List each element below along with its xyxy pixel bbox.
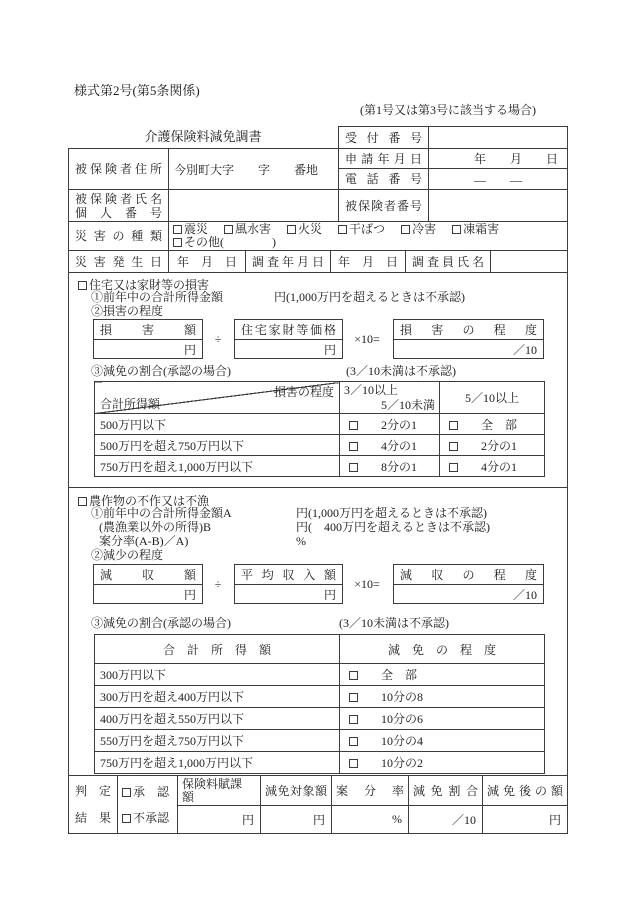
option-label: 冷害 <box>412 222 437 236</box>
option-label: 火災 <box>298 222 323 236</box>
option-label: 震災 <box>184 222 209 236</box>
reduction-ratio-header <box>409 776 482 806</box>
housing-value-label: 住宅家財等価格 <box>241 322 336 337</box>
ratio-label: 全 部 <box>381 668 418 682</box>
title-row <box>68 126 568 148</box>
checkbox-icon <box>452 225 461 234</box>
checkbox-icon <box>449 421 458 430</box>
housing-ratio-table <box>94 381 545 477</box>
ratio-option[interactable] <box>440 456 545 477</box>
disaster-date-field[interactable] <box>169 251 246 272</box>
ratio-label: 10分の4 <box>381 734 424 748</box>
decrease-degree-box-label: 減収の程度 <box>400 567 537 582</box>
insured-number-field[interactable] <box>429 190 567 221</box>
reduction-ratio-label: 減免割合 <box>413 783 478 798</box>
amount-after-field[interactable] <box>483 806 567 833</box>
proration-unit: % <box>296 534 306 548</box>
premium-levy-header <box>178 776 260 806</box>
checkbox-icon <box>349 737 358 746</box>
crops-ratio-note: (3／10未満は不承認) <box>339 616 449 630</box>
phone-number-label-cell <box>339 169 429 189</box>
crop-failure-section <box>69 488 567 776</box>
surveyor-field[interactable] <box>491 251 567 272</box>
receipt-number-cell <box>338 126 568 148</box>
damage-degree-box <box>393 319 544 359</box>
damage-amount-header <box>94 320 202 340</box>
crops-section-label: 農作物の不作又は不漁 <box>89 494 210 508</box>
phone-number-label: 電話番号 <box>345 172 422 186</box>
checkbox-frost[interactable] <box>452 222 499 236</box>
yen-unit: 円 <box>312 813 325 827</box>
checkbox-earthquake[interactable] <box>173 222 208 236</box>
decrease-amount-header <box>94 565 202 585</box>
ratio-label: 全 部 <box>481 417 518 432</box>
col-5-10-header: 5／10以上 <box>440 382 545 414</box>
checkbox-icon <box>449 463 458 472</box>
checkbox-icon <box>224 225 233 234</box>
insured-number-label: 被保険者番号 <box>345 198 422 213</box>
checkbox-drought[interactable] <box>338 222 385 236</box>
disaster-type-options <box>169 222 567 250</box>
form-body <box>68 148 568 834</box>
reduction-ratio-field[interactable] <box>409 806 482 833</box>
ratio-label: 10分の8 <box>381 690 424 704</box>
housing-value-header <box>235 320 342 340</box>
checkbox-other[interactable] <box>173 235 276 249</box>
survey-date-label-cell <box>246 251 331 272</box>
survey-date-placeholder: 年 月 日 <box>337 255 398 269</box>
survey-date-field[interactable] <box>331 251 406 272</box>
insured-name-label-cell <box>69 190 169 221</box>
disaster-type-row <box>69 222 567 251</box>
judgement-label-cell <box>69 776 118 833</box>
damage-degree-label: 損害の程度 <box>400 322 537 337</box>
approve-label: 承 認 <box>133 784 170 799</box>
checkbox-icon <box>122 788 131 797</box>
range-line1: 3／10以上 <box>344 382 399 397</box>
housing-damage-degree-label: ②損害の程度 <box>91 304 164 318</box>
table-header-row <box>95 635 545 664</box>
table-row <box>95 456 545 477</box>
ratio-label: 4分の1 <box>481 459 518 474</box>
premium-levy-label: 保険料賦課額 <box>182 776 243 804</box>
receipt-number-field[interactable] <box>429 127 567 148</box>
insured-address-value: 今別町大字 字 番地 <box>174 162 319 177</box>
survey-date-label: 調査年月日 <box>252 254 324 269</box>
table-row <box>95 664 545 686</box>
proration-rate-label: 案分率 <box>336 783 404 798</box>
table-row <box>95 414 545 435</box>
ratio-label: 10分の6 <box>381 712 424 726</box>
damage-degree-field[interactable] <box>394 340 543 358</box>
average-income-header <box>235 565 342 585</box>
table-row <box>95 708 545 730</box>
receipt-number-label-cell <box>339 127 429 148</box>
ratio-label: 2分の1 <box>381 417 418 432</box>
checkbox-icon <box>349 759 358 768</box>
reduction-target-col <box>261 776 332 833</box>
phone-number-row <box>339 169 567 189</box>
housing-income-label: ①前年中の合計所得金額 <box>91 290 224 304</box>
decrease-degree-header <box>394 565 543 585</box>
yen-unit: 円 <box>548 813 561 827</box>
housing-value-field[interactable] <box>235 340 342 358</box>
table-row <box>95 730 545 752</box>
reduction-ratio-col <box>409 776 483 833</box>
times-ten-sign: ×10= <box>354 577 380 591</box>
decrease-amount-field[interactable] <box>94 585 202 603</box>
decrease-degree-label: ②減少の程度 <box>91 548 164 562</box>
checkbox-icon <box>349 693 358 702</box>
income-bracket: 500万円以下 <box>95 414 340 435</box>
ratio-label: 2分の1 <box>481 438 518 453</box>
table-row <box>95 752 545 774</box>
yen-unit: 円 <box>183 342 196 357</box>
ratio-option[interactable] <box>340 414 440 435</box>
yen-unit: 円 <box>323 587 336 602</box>
application-date-label: 申請年月日 <box>345 151 422 166</box>
housing-ratio-label: ③減免の割合(承認の場合) <box>91 364 231 378</box>
checkbox-icon <box>173 225 182 234</box>
range-line2: 5／10未満 <box>380 397 435 412</box>
reduction-target-header <box>261 776 331 806</box>
diag-bottom-label: 合計所得額 <box>100 397 161 411</box>
damage-amount-label: 損害額 <box>100 322 196 337</box>
damage-degree-header <box>394 320 543 340</box>
income-bracket: 400万円を超え550万円以下 <box>95 708 340 730</box>
table-row <box>95 686 545 708</box>
table-row <box>95 435 545 456</box>
income-bracket: 300万円を超え400万円以下 <box>95 686 340 708</box>
housing-ratio-note: (3／10未満は不承認) <box>346 364 456 378</box>
decrease-amount-box <box>93 564 203 604</box>
ratio-option[interactable] <box>440 435 545 456</box>
checkbox-icon <box>349 463 358 472</box>
option-label: 風水害 <box>235 222 272 236</box>
per-ten-unit: ／10 <box>451 813 476 827</box>
average-income-box <box>234 564 343 604</box>
checkbox-reject[interactable] <box>122 809 173 826</box>
housing-income-suffix: 円(1,000万円を超えるときは不承認) <box>274 290 465 304</box>
insured-number-label-cell <box>339 190 429 221</box>
times-ten-sign: ×10= <box>354 332 380 346</box>
option-label: 凍霜害 <box>463 222 500 236</box>
insured-address-label-cell <box>69 149 169 189</box>
applicability-note: (第1号又は第3号に該当する場合) <box>360 103 536 117</box>
insured-address-field[interactable] <box>169 149 339 189</box>
disaster-type-label-cell <box>69 222 169 250</box>
disaster-date-label: 災害発生日 <box>75 254 162 269</box>
name-row <box>69 190 567 222</box>
phone-number-placeholder: ― ― <box>473 172 522 187</box>
checkbox-housing-damage[interactable] <box>78 281 87 290</box>
ratio-option[interactable] <box>340 708 545 730</box>
address-row <box>69 149 567 190</box>
yen-unit: 円 <box>183 587 196 602</box>
proration-formula-label: 案分率(A-B)／A) <box>99 534 189 548</box>
proration-rate-col <box>332 776 409 833</box>
percent-unit: % <box>392 812 402 826</box>
insured-address-label: 被保険者住所 <box>75 162 162 176</box>
surveyor-label: 調査員氏名 <box>412 254 484 269</box>
checkbox-icon <box>449 442 458 451</box>
checkbox-crop-failure[interactable] <box>78 497 87 506</box>
application-date-label-cell <box>339 149 429 168</box>
checkbox-icon <box>349 671 358 680</box>
phone-number-field[interactable] <box>429 169 567 189</box>
surveyor-label-cell <box>406 251 491 272</box>
ratio-option[interactable] <box>340 664 545 686</box>
premium-levy-field[interactable] <box>178 806 260 833</box>
right-subtable <box>339 149 567 189</box>
insured-name-label: 被保険者氏名 <box>75 191 162 206</box>
amount-after-label: 減免後の額 <box>487 783 563 798</box>
checkbox-icon <box>338 225 347 234</box>
checkbox-icon <box>349 715 358 724</box>
reduction-target-label: 減免対象額 <box>265 783 327 798</box>
crops-ratio-label: ③減免の割合(承認の場合) <box>91 616 231 630</box>
application-date-field[interactable] <box>429 149 567 168</box>
checkbox-icon <box>173 238 182 247</box>
proration-rate-header <box>332 776 408 806</box>
ratio-option[interactable] <box>340 435 440 456</box>
crops-income-b-label: (農漁業以外の所得)B <box>99 520 211 534</box>
option-label: 干ばつ <box>349 222 386 236</box>
option-label: その他( ) <box>184 235 276 249</box>
disaster-options-line2 <box>173 236 563 249</box>
checkbox-icon <box>122 814 131 823</box>
form-title: 介護保険料減免調書 <box>144 129 262 144</box>
divide-sign: ÷ <box>214 577 222 591</box>
judgement-label-line1: 判定 <box>75 784 111 799</box>
damage-amount-box <box>93 319 203 359</box>
decrease-degree-field[interactable] <box>394 585 543 603</box>
housing-value-box <box>234 319 343 359</box>
decrease-amount-label: 減収額 <box>100 567 196 582</box>
diag-top-label: 損害の程度 <box>273 385 334 399</box>
divide-sign: ÷ <box>214 332 222 346</box>
ratio-option[interactable] <box>340 456 440 477</box>
judgement-options-cell <box>118 776 178 833</box>
income-bracket: 750万円を超え1,000万円以下 <box>95 752 340 774</box>
income-bracket: 750万円を超え1,000万円以下 <box>95 456 340 477</box>
checkbox-icon <box>401 225 410 234</box>
crops-income-a-suffix: 円(1,000万円を超えるときは不承認) <box>296 506 487 520</box>
income-bracket: 500万円を超え750万円以下 <box>95 435 340 456</box>
ratio-label: 8分の1 <box>381 459 418 474</box>
average-income-label: 平均収入額 <box>241 567 336 582</box>
judgement-row <box>69 776 567 833</box>
checkbox-icon <box>349 421 358 430</box>
crops-income-a-label: ①前年中の合計所得金額A <box>91 506 232 520</box>
yen-unit: 円 <box>323 342 336 357</box>
checkbox-flood[interactable] <box>224 222 271 236</box>
yen-unit: 円 <box>241 813 254 827</box>
ratio-option[interactable] <box>340 686 545 708</box>
reject-label: 不承認 <box>133 811 170 826</box>
decrease-degree-box <box>393 564 544 604</box>
ratio-option[interactable] <box>340 730 545 752</box>
disaster-date-placeholder: 年 月 日 <box>176 255 237 269</box>
checkbox-cold[interactable] <box>401 222 436 236</box>
proration-rate-field[interactable] <box>332 806 408 833</box>
diagonal-header-cell <box>95 382 340 414</box>
disaster-type-label: 災害の種類 <box>75 229 162 243</box>
application-date-row <box>339 149 567 169</box>
receipt-number-label: 受付番号 <box>345 130 422 145</box>
form-number: 様式第2号(第5条関係) <box>74 83 200 98</box>
per-ten-unit: ／10 <box>512 342 537 357</box>
housing-section-label: 住宅又は家財等の損害 <box>89 278 210 292</box>
amount-after-header <box>483 776 567 806</box>
col-3-10-header <box>340 382 440 414</box>
average-income-field[interactable] <box>235 585 342 603</box>
damage-amount-field[interactable] <box>94 340 202 358</box>
checkbox-icon <box>349 442 358 451</box>
crops-ratio-table <box>94 634 545 774</box>
income-bracket: 550万円を超え750万円以下 <box>95 730 340 752</box>
main-form-table <box>68 126 568 834</box>
checkbox-approve[interactable] <box>122 783 173 800</box>
reduction-degree-header: 減 免 の 程 度 <box>340 635 545 664</box>
application-date-placeholder: 年 月 日 <box>473 152 558 166</box>
checkbox-fire[interactable] <box>287 222 322 236</box>
ratio-option[interactable] <box>340 752 545 774</box>
reduction-target-field[interactable] <box>261 806 331 833</box>
crops-income-b-suffix: 円( 400万円を超えるときは不承認) <box>296 520 490 534</box>
total-income-header: 合 計 所 得 額 <box>95 635 340 664</box>
income-bracket: 300万円以下 <box>95 664 340 686</box>
premium-levy-col <box>178 776 261 833</box>
disaster-date-row <box>69 251 567 273</box>
personal-number-label: 個人番号 <box>75 205 162 220</box>
insured-name-field[interactable] <box>169 190 339 221</box>
per-ten-unit: ／10 <box>512 587 537 602</box>
ratio-option[interactable] <box>440 414 545 435</box>
judgement-label-line2: 結果 <box>75 810 111 825</box>
checkbox-icon <box>287 225 296 234</box>
ratio-label: 4分の1 <box>381 438 418 453</box>
ratio-label: 10分の2 <box>381 756 424 770</box>
amount-after-reduction-col <box>483 776 567 833</box>
table-header-row <box>95 382 545 414</box>
disaster-date-label-cell <box>69 251 169 272</box>
housing-damage-section <box>69 273 567 488</box>
